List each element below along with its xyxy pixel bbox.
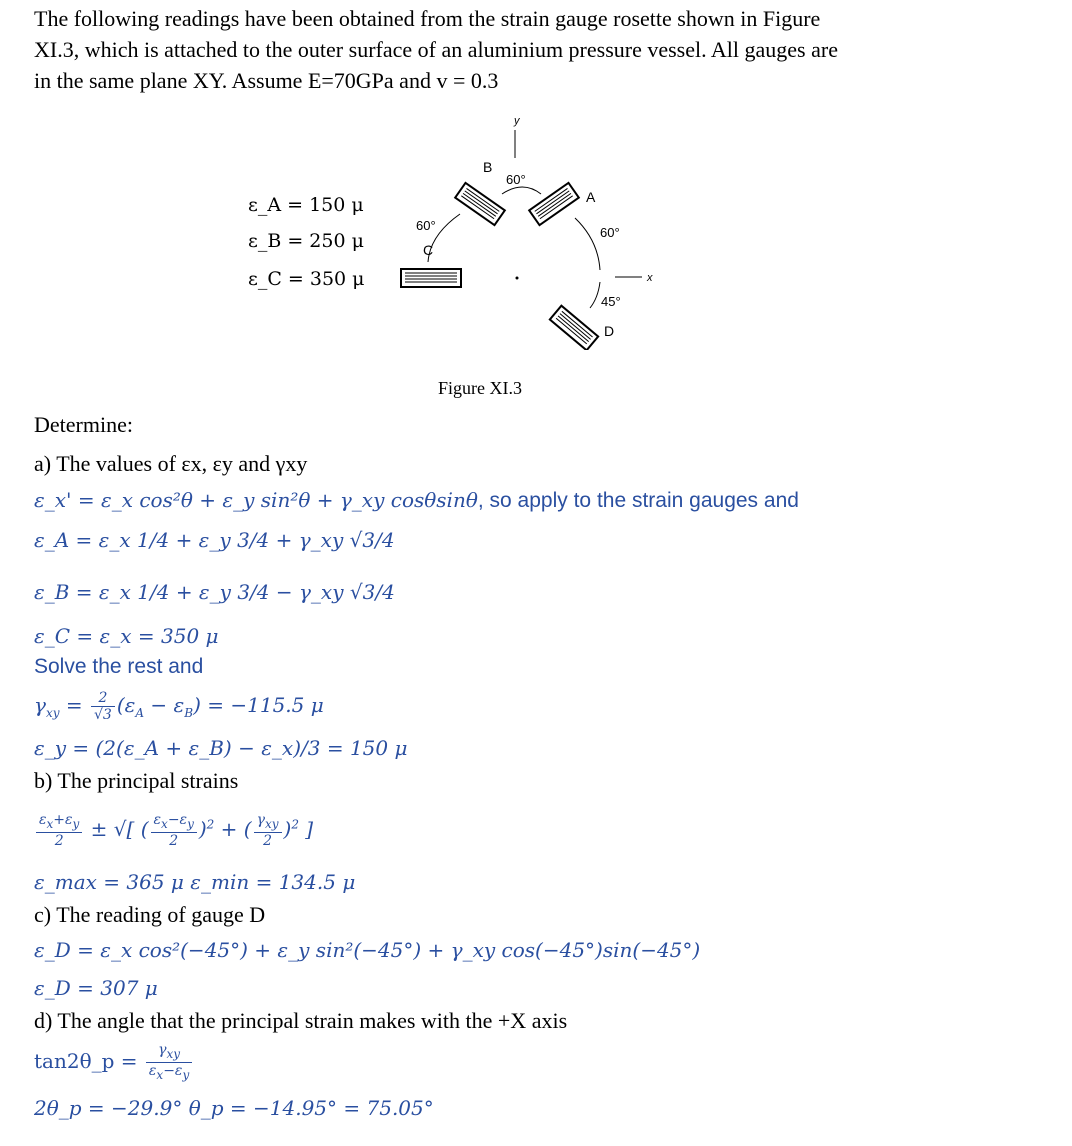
arc-d: [590, 282, 600, 308]
gauge-c: [401, 269, 461, 287]
gauge-d: [550, 306, 598, 350]
angle-a: 60°: [600, 225, 620, 240]
epsilon-y-equation: ε_y = (2(ε_A + ε_B) − ε_x)/3 = 150 μ: [34, 736, 408, 760]
problem-line-2: XI.3, which is attached to the outer surface of an aluminium pressure vessel. All gauges are: [34, 37, 838, 62]
equation-c: ε_C = ε_x = 350 μ: [34, 624, 219, 648]
label-c: C: [423, 242, 434, 258]
problem-line-3: in the same plane XY. Assume E=70GPa and v = 0.3: [34, 68, 499, 93]
question-d: d) The angle that the principal strain makes with the +X axis: [34, 1008, 568, 1033]
angle-d: 45°: [601, 294, 621, 309]
question-c: c) The reading of gauge D: [34, 902, 266, 927]
epsilon-d-value: ε_D = 307 μ: [34, 976, 158, 1000]
gauge-b: [455, 183, 505, 225]
determine-heading: Determine:: [34, 412, 133, 437]
label-d: D: [604, 323, 615, 339]
figure-caption: Figure XI.3: [438, 378, 522, 398]
reading-a: ε_A = 150 μ: [248, 194, 364, 216]
label-x: x: [647, 272, 653, 284]
gamma-equation: $\gamma_{xy}$ = $\frac{2}{√3}$ $(\varepsilon_A - \varepsilon_B) = -115.5$ μ: [34, 690, 324, 723]
gauge-a: [529, 183, 579, 225]
transform-formula: ε_x' = ε_x cos²θ + ε_y sin²θ + γ_xy cosθsinθ: [34, 488, 478, 512]
center-dot: [516, 277, 519, 280]
rosette-figure: [390, 110, 680, 350]
question-b: b) The principal strains: [34, 768, 239, 793]
tan-label: tan2θ_p =: [34, 1048, 138, 1073]
problem-line-1: The following readings have been obtained from the strain gauge rosette shown in Figure: [34, 6, 821, 31]
solve-text: Solve the rest and: [34, 655, 204, 678]
arc-a: [575, 218, 600, 270]
question-a: a) The values of εx, εy and γxy: [34, 451, 308, 476]
label-b: B: [483, 159, 493, 175]
reading-b: ε_B = 250 μ: [248, 230, 364, 252]
label-a: A: [586, 189, 596, 205]
equation-b: ε_B = ε_x 1/4 + ε_y 3/4 − γ_xy √3/4: [34, 580, 395, 604]
label-y: y: [514, 115, 520, 127]
transform-text: , so apply to the strain gauges and: [477, 489, 799, 512]
angle-result: 2θ_p = −29.9° θ_p = −14.95° = 75.05°: [34, 1096, 434, 1120]
transform-equation: [34, 488, 799, 513]
principal-values: ε_max = 365 μ ε_min = 134.5 μ: [34, 870, 356, 894]
angle-ba: 60°: [506, 172, 526, 187]
gamma-result: = −115.5 μ: [207, 693, 324, 717]
equation-d: ε_D = ε_x cos²(−45°) + ε_y sin²(−45°) + γ_xy cos(−45°)sin(−45°): [34, 938, 701, 962]
equation-a: ε_A = ε_x 1/4 + ε_y 3/4 + γ_xy √3/4: [34, 528, 395, 552]
angle-bc: 60°: [416, 218, 436, 233]
arc-ba: [502, 187, 541, 194]
principal-formula: $\frac{\varepsilon_x+\varepsilon_y}{2}$ ± √[ ( $\frac{\varepsilon_x-\varepsilon_y}{2}$ )$^2$ + ( $\gamma_{xy}$ 2 )$^2$ ]: [34, 812, 313, 849]
reading-c: ε_C = 350 μ: [248, 268, 365, 290]
tan-equation: tan2θ_p = $\gamma_{xy}$ $\varepsilon_x-\varepsilon_y$: [34, 1042, 194, 1083]
